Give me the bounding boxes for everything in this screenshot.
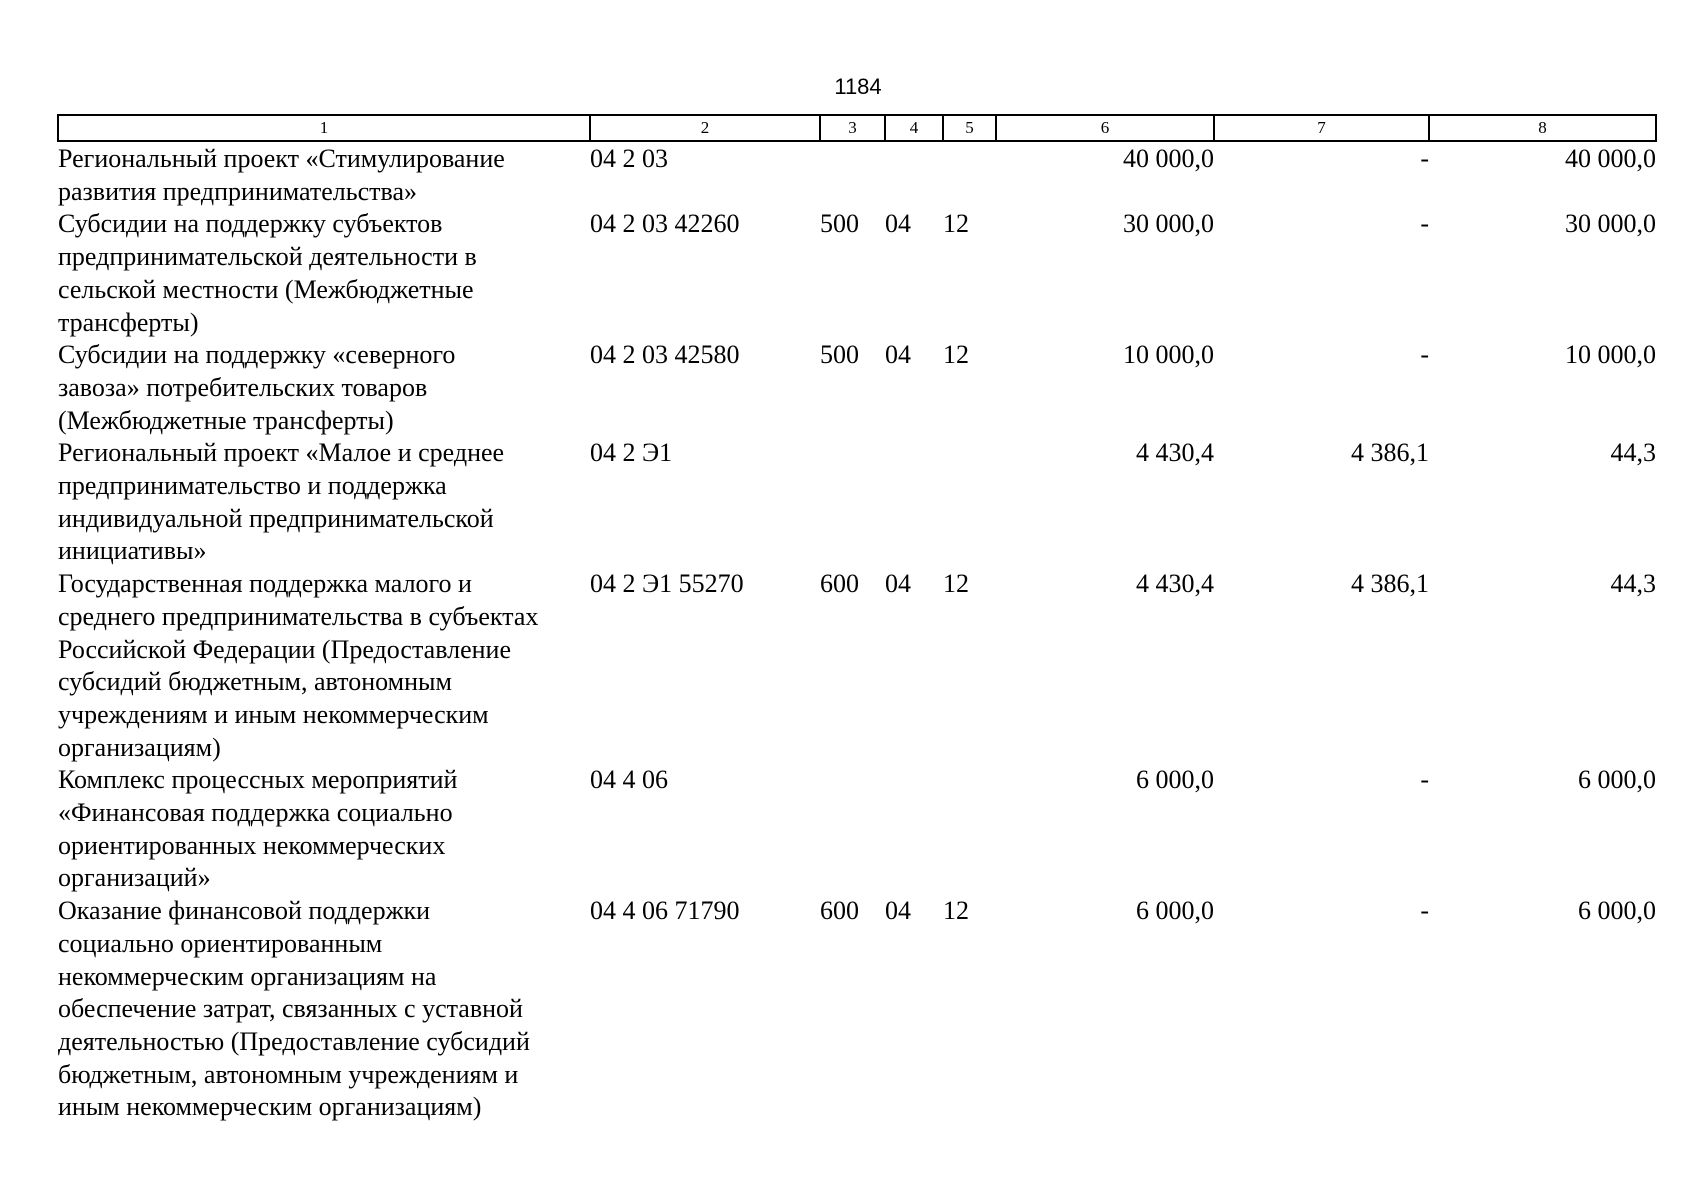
row-name — [58, 895, 590, 1124]
amount-total: 6 000,0 — [1136, 765, 1214, 795]
amount-federal: - — [1420, 765, 1429, 795]
expense-type-code — [820, 141, 885, 208]
budget-code: 04 2 Э1 — [590, 438, 673, 468]
table-row — [58, 764, 1656, 895]
column-number: 8 — [1429, 115, 1656, 141]
column-number: 5 — [943, 115, 996, 141]
table-row — [58, 568, 1656, 764]
amount-federal: 4 386,1 — [1351, 438, 1429, 468]
expense-type-code: 500 — [820, 340, 859, 370]
budget-code: 04 4 06 — [590, 765, 668, 795]
subsection-code — [943, 437, 996, 568]
amount-regional: 44,3 — [1610, 569, 1656, 599]
section-code: 04 — [885, 340, 911, 370]
row-name-line: бюджетным, автономным учреждениям и — [58, 1059, 519, 1089]
amount-total: 40 000,0 — [1123, 144, 1214, 173]
amount-federal: 4 386,1 — [1351, 569, 1429, 599]
row-name-line: обеспечение затрат, связанных с уставной — [58, 994, 523, 1024]
expense-type-code: 600 — [820, 896, 859, 926]
column-number: 7 — [1214, 115, 1429, 141]
table-row — [58, 895, 1656, 1124]
expense-type-code: 600 — [820, 569, 859, 599]
amount-federal: - — [1420, 144, 1429, 173]
row-name-line: Государственная поддержка малого и — [58, 569, 472, 599]
column-number: 2 — [590, 115, 820, 141]
row-name — [58, 568, 590, 764]
row-name-line: Оказание финансовой поддержки — [58, 896, 431, 926]
column-number: 1 — [58, 115, 590, 141]
row-name — [58, 764, 590, 895]
row-name-line: Субсидии на поддержку «северного — [58, 340, 456, 370]
amount-regional: 6 000,0 — [1578, 896, 1656, 926]
row-name-line: деятельностью (Предоставление субсидий — [58, 1026, 530, 1056]
row-name-line: среднего предпринимательства в субъектах — [58, 601, 539, 631]
row-name-line: ориентированных некоммерческих — [58, 830, 446, 860]
amount-regional: 40 000,0 — [1565, 144, 1656, 173]
column-number-header — [58, 115, 1656, 141]
amount-regional: 6 000,0 — [1578, 765, 1656, 795]
amount-total: 10 000,0 — [1123, 340, 1214, 370]
row-name-line: субсидий бюджетным, автономным — [58, 667, 452, 697]
row-name — [58, 141, 590, 208]
budget-code: 04 4 06 71790 — [590, 896, 740, 926]
table-body — [58, 141, 1656, 1124]
row-name-line: индивидуальной предпринимательской — [58, 503, 494, 533]
expense-type-code — [820, 764, 885, 895]
row-name-line: организациям) — [58, 732, 221, 762]
column-number: 3 — [820, 115, 885, 141]
row-name — [58, 339, 590, 437]
row-name-line: Российской Федерации (Предоставление — [58, 634, 512, 664]
row-name-line: Комплекс процессных мероприятий — [58, 765, 458, 795]
row-name-line: предпринимательской деятельности в — [58, 242, 477, 272]
row-name-line: «Финансовая поддержка социально — [58, 798, 453, 828]
subsection-code — [943, 764, 996, 895]
subsection-code — [943, 141, 996, 208]
subsection-code: 12 — [943, 209, 969, 239]
expense-type-code — [820, 437, 885, 568]
table-row — [58, 339, 1656, 437]
amount-total: 4 430,4 — [1136, 438, 1214, 468]
table-row — [58, 437, 1656, 568]
row-name-line: развития предпринимательства» — [58, 176, 417, 206]
row-name-line: некоммерческим организациям на — [58, 961, 437, 991]
page-number: 1184 — [834, 74, 882, 99]
row-name — [58, 208, 590, 339]
row-name-line: инициативы» — [58, 536, 207, 566]
amount-regional: 44,3 — [1610, 438, 1656, 468]
row-name-line: сельской местности (Межбюджетные — [58, 274, 474, 304]
amount-regional: 10 000,0 — [1565, 340, 1656, 370]
column-number: 4 — [885, 115, 943, 141]
row-name-line: Региональный проект «Малое и среднее — [58, 438, 505, 468]
section-code: 04 — [885, 209, 911, 239]
amount-total: 4 430,4 — [1136, 569, 1214, 599]
section-code: 04 — [885, 569, 911, 599]
table-row — [58, 208, 1656, 339]
budget-code: 04 2 Э1 55270 — [590, 569, 744, 599]
expense-type-code: 500 — [820, 209, 859, 239]
budget-table — [57, 114, 1657, 1124]
budget-code: 04 2 03 42580 — [590, 340, 740, 370]
amount-total: 30 000,0 — [1123, 209, 1214, 239]
row-name-line: завоза» потребительских товаров — [58, 372, 428, 402]
amount-federal: - — [1420, 340, 1429, 370]
row-name-line: социально ориентированным — [58, 928, 383, 958]
section-code — [885, 141, 943, 208]
budget-code: 04 2 03 42260 — [590, 209, 740, 239]
amount-federal: - — [1420, 896, 1429, 926]
row-name-line: учреждениям и иным некоммерческим — [58, 699, 489, 729]
row-name-line: предпринимательство и поддержка — [58, 471, 447, 501]
section-code — [885, 764, 943, 895]
subsection-code: 12 — [943, 569, 969, 599]
table-row — [58, 141, 1656, 208]
budget-code: 04 2 03 — [590, 144, 668, 173]
row-name — [58, 437, 590, 568]
row-name-line: организаций» — [58, 863, 211, 893]
subsection-code: 12 — [943, 340, 969, 370]
row-name-line: трансферты) — [58, 307, 199, 337]
amount-federal: - — [1420, 209, 1429, 239]
section-code: 04 — [885, 896, 911, 926]
amount-regional: 30 000,0 — [1565, 209, 1656, 239]
section-code — [885, 437, 943, 568]
row-name-line: (Межбюджетные трансферты) — [58, 405, 394, 435]
column-number: 6 — [996, 115, 1214, 141]
amount-total: 6 000,0 — [1136, 896, 1214, 926]
subsection-code: 12 — [943, 896, 969, 926]
row-name-line: иным некоммерческим организациям) — [58, 1092, 482, 1122]
row-name-line: Региональный проект «Стимулирование — [58, 144, 505, 173]
row-name-line: Субсидии на поддержку субъектов — [58, 209, 443, 239]
